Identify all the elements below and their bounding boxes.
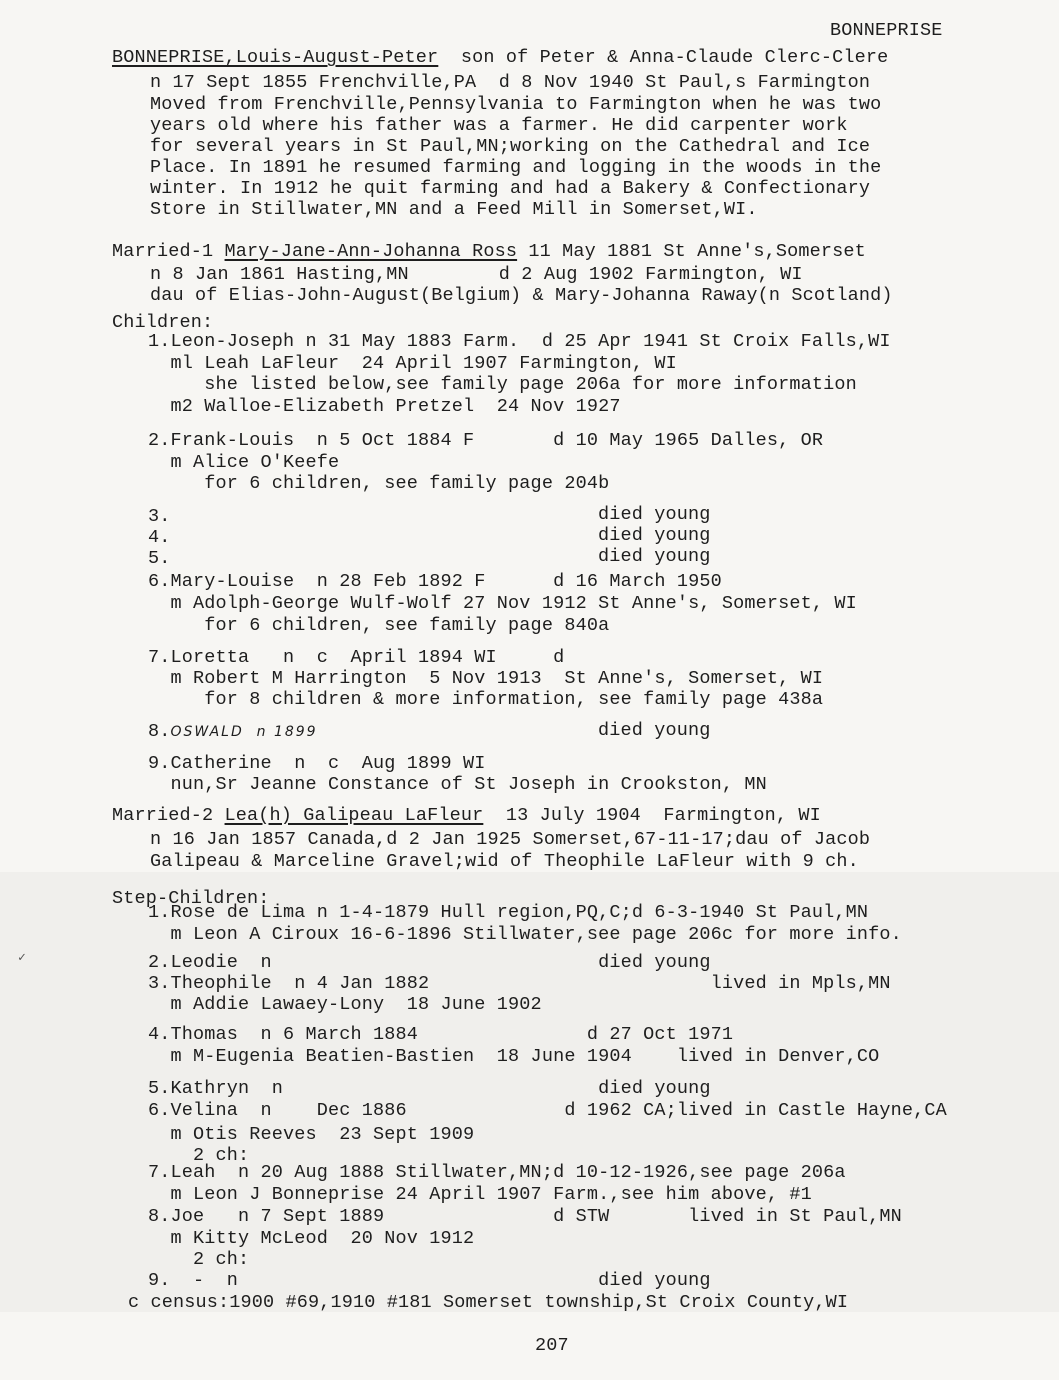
died-young-note: died young (598, 720, 711, 741)
marriage1-date: 11 May 1881 St Anne's,Somerset (528, 241, 866, 262)
child-entry: for 6 children, see family page 840a (148, 615, 610, 636)
step-child-entry: 5.Kathryn n died young (148, 1078, 711, 1099)
marriage1-line (112, 241, 866, 263)
child-entry: 6.Mary-Louise n 28 Feb 1892 F d 16 March 1950 (148, 571, 722, 592)
children-label: Children: (112, 312, 214, 333)
step-child-entry: m Leon A Ciroux 16-6-1896 Stillwater,see page 206c for more info. (148, 924, 902, 945)
step-child-entry: 9. - n died young (148, 1270, 711, 1291)
subject-parents: son of Peter & Anna-Claude Clerc-Clere (460, 47, 889, 68)
subject-name: BONNEPRISE,Louis-August-Peter (112, 47, 439, 68)
marriage1-parents: dau of Elias-John-August(Belgium) & Mary-Johanna Raway(n Scotland) (150, 285, 893, 306)
step-child-entry: 8.Joe n 7 Sept 1889 d STW lived in St Paul,MN (148, 1206, 902, 1227)
bio-line: years old where his father was a farmer. He did carpenter work (150, 115, 848, 136)
child-entry: ml Leah LaFleur 24 April 1907 Farmington, WI (148, 353, 677, 374)
child-entry: m2 Walloe-Elizabeth Pretzel 24 Nov 1927 (148, 396, 621, 417)
marriage1-birth-death: n 8 Jan 1861 Hasting,MN d 2 Aug 1902 Farmington, WI (150, 264, 803, 285)
step-child-entry: 4.Thomas n 6 March 1884 d 27 Oct 1971 (148, 1024, 734, 1045)
step-child-entry: m Leon J Bonneprise 24 April 1907 Farm.,see him above, #1 (148, 1184, 812, 1205)
child-entry: 9.Catherine n c Aug 1899 WI (148, 753, 486, 774)
bio-line: Store in Stillwater,MN and a Feed Mill in Somerset,WI. (150, 199, 758, 220)
child-entry: 1.Leon-Joseph n 31 May 1883 Farm. d 25 Apr 1941 St Croix Falls,WI (148, 331, 891, 352)
bio-line: Place. In 1891 he resumed farming and logging in the woods in the (150, 157, 882, 178)
step-child-entry: 1.Rose de Lima n 1-4-1879 Hull region,PQ,C;d 6-3-1940 St Paul,MN (148, 902, 869, 923)
bio-line: for several years in St Paul,MN;working on the Cathedral and Ice (150, 136, 871, 157)
step-child-entry: 2.Leodie n died young (148, 952, 711, 973)
child-entry: 3. (148, 506, 171, 527)
page-number: 207 (535, 1335, 569, 1356)
marriage2-parents: Galipeau & Marceline Gravel;wid of Theophile LaFleur with 9 ch. (150, 851, 859, 872)
step-child-entry: m Kitty McLeod 20 Nov 1912 (148, 1228, 475, 1249)
child-number: 8. (148, 721, 171, 742)
marriage2-spouse: Lea(h) Galipeau LaFleur (224, 805, 484, 826)
child-entry: m Adolph-George Wulf-Wolf 27 Nov 1912 St Anne's, Somerset, WI (148, 593, 857, 614)
census-line: c census:1900 #69,1910 #181 Somerset township,St Croix County,WI (128, 1292, 849, 1313)
step-child-entry: m Addie Lawaey-Lony 18 June 1902 (148, 994, 542, 1015)
step-child-entry: m M-Eugenia Beatien-Bastien 18 June 1904 lived in Denver,CO (148, 1046, 880, 1067)
bio-line: winter. In 1912 he quit farming and had a Bakery & Confectionary (150, 178, 871, 199)
child-entry: 2.Frank-Louis n 5 Oct 1884 F d 10 May 1965 Dalles, OR (148, 430, 824, 451)
step-child-entry: 3.Theophile n 4 Jan 1882 lived in Mpls,MN (148, 973, 891, 994)
handwritten-oswald: OSWALD n 1899 (170, 724, 318, 740)
child-entry: nun,Sr Jeanne Constance of St Joseph in Crookston, MN (148, 774, 767, 795)
step-child-entry: m Otis Reeves 23 Sept 1909 (148, 1124, 475, 1145)
child-entry: she listed below,see family page 206a for more information (148, 374, 857, 395)
subject-line (112, 47, 888, 69)
child-entry: 4. (148, 527, 171, 548)
step-child-entry: 2 ch: (148, 1249, 250, 1270)
child-entry: 7.Loretta n c April 1894 WI d (148, 647, 565, 668)
child-entry: m Robert M Harrington 5 Nov 1913 St Anne's, Somerset, WI (148, 668, 824, 689)
step-child-entry: 7.Leah n 20 Aug 1888 Stillwater,MN;d 10-12-1926,see page 206a (148, 1162, 846, 1183)
child-entry: for 6 children, see family page 204b (148, 473, 610, 494)
marriage2-line (112, 805, 821, 827)
step-child-entry: 6.Velina n Dec 1886 d 1962 CA;lived in Castle Hayne,CA (148, 1100, 947, 1121)
marriage1-label: Married-1 (112, 241, 214, 262)
check-mark: ✓ (18, 950, 26, 965)
marriage2-date: 13 July 1904 Farmington, WI (505, 805, 821, 826)
marriage2-birth-death: n 16 Jan 1857 Canada,d 2 Jan 1925 Somerset,67-11-17;dau of Jacob (150, 829, 871, 850)
child-entry: 5. (148, 548, 171, 569)
died-young-note: died young (598, 504, 711, 525)
child-entry (148, 721, 318, 743)
marriage1-spouse: Mary-Jane-Ann-Johanna Ross (224, 241, 518, 262)
child-entry: for 8 children & more information, see family page 438a (148, 689, 824, 710)
marriage2-label: Married-2 (112, 805, 214, 826)
subject-birth-death: n 17 Sept 1855 Frenchville,PA d 8 Nov 1940 St Paul,s Farmington (150, 72, 871, 93)
died-young-note: died young (598, 546, 711, 567)
child-entry: m Alice O'Keefe (148, 452, 340, 473)
step-children-label: Step-Children: (112, 888, 270, 909)
bio-line: Moved from Frenchville,Pennsylvania to Farmington when he was two (150, 94, 882, 115)
step-child-entry: 2 ch: (148, 1145, 250, 1166)
page-header: BONNEPRISE (830, 20, 943, 41)
died-young-note: died young (598, 525, 711, 546)
